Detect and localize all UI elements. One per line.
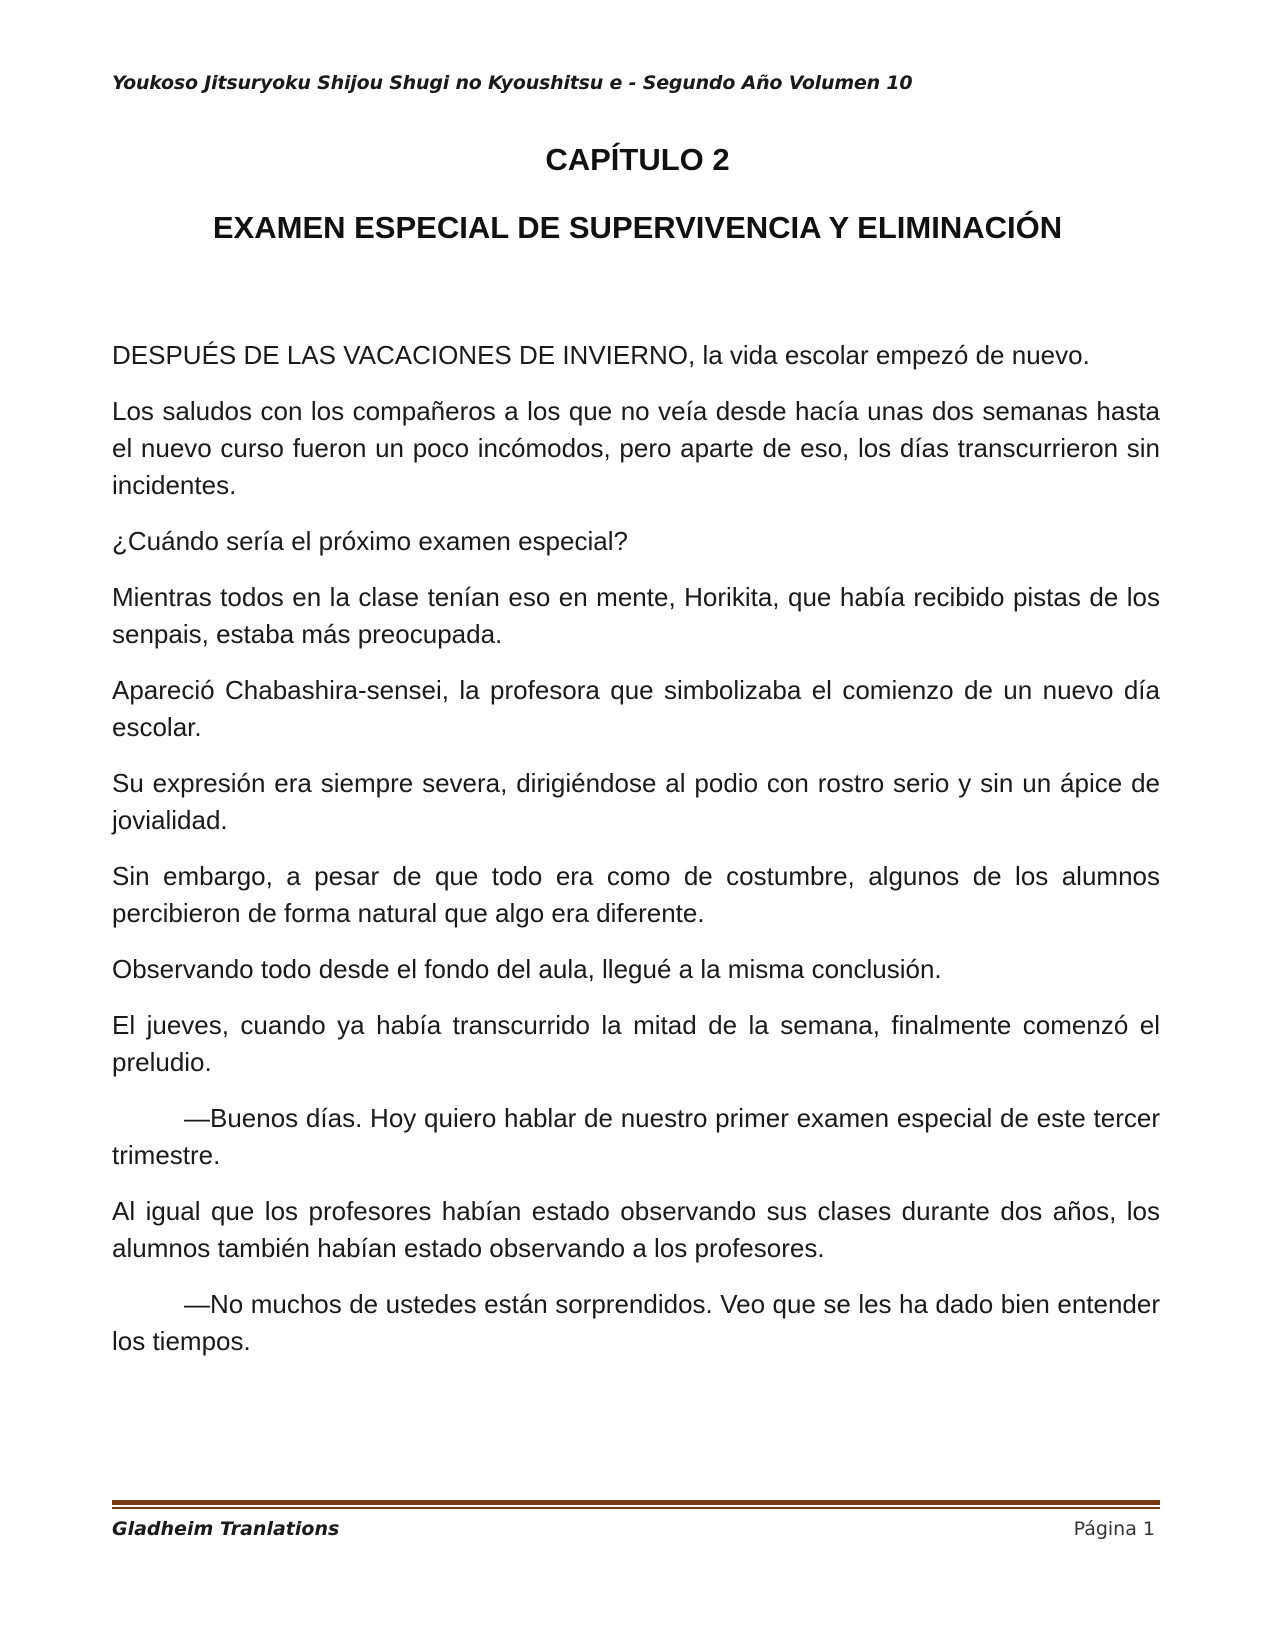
paragraph: Mientras todos en la clase tenían eso en mente, Horikita, que había recibido pistas de los senpais, estaba más preocupada. bbox=[112, 582, 1160, 649]
paragraph: Observando todo desde el fondo del aula, llegué a la misma conclusión. bbox=[112, 954, 942, 984]
paragraph: Al igual que los profesores habían estado observando sus clases durante dos años, los alumnos también habían estado observando a los profesores. bbox=[112, 1196, 1160, 1263]
paragraph: Los saludos con los compañeros a los que no veía desde hacía unas dos semanas hasta el nuevo curso fueron un poco incómodos, pero aparte de eso, los días transcurrieron sin incidentes. bbox=[112, 396, 1160, 500]
footer-divider bbox=[112, 1500, 1160, 1509]
chapter-number: CAPÍTULO 2 bbox=[545, 142, 730, 177]
paragraph: Su expresión era siempre severa, dirigiéndose al podio con rostro serio y sin un ápice de jovialidad. bbox=[112, 768, 1160, 835]
dialogue-paragraph: —No muchos de ustedes están sorprendidos. Veo que se les ha dado bien entender los tiempos. bbox=[112, 1289, 1160, 1356]
paragraph: ¿Cuándo sería el próximo examen especial? bbox=[112, 526, 628, 556]
page-number: Página 1 bbox=[1073, 1518, 1155, 1540]
footer-translator: Gladheim Tranlations bbox=[112, 1518, 340, 1540]
footer-divider-thin bbox=[112, 1507, 1160, 1509]
footer-divider-thick bbox=[112, 1500, 1160, 1505]
running-header: Youkoso Jitsuryoku Shijou Shugi no Kyoushitsu e - Segundo Año Volumen 10 bbox=[112, 72, 913, 94]
paragraph: Apareció Chabashira-sensei, la profesora que simbolizaba el comienzo de un nuevo día escolar. bbox=[112, 675, 1160, 742]
chapter-title: EXAMEN ESPECIAL DE SUPERVIVENCIA Y ELIMINACIÓN bbox=[212, 210, 1063, 245]
paragraph: DESPUÉS DE LAS VACACIONES DE INVIERNO, la vida escolar empezó de nuevo. bbox=[112, 340, 1090, 370]
dialogue-paragraph: —Buenos días. Hoy quiero hablar de nuestro primer examen especial de este tercer trimestre. bbox=[112, 1103, 1160, 1170]
paragraph: El jueves, cuando ya había transcurrido la mitad de la semana, finalmente comenzó el preludio. bbox=[112, 1010, 1160, 1077]
body-text bbox=[112, 337, 1160, 1379]
paragraph: Sin embargo, a pesar de que todo era como de costumbre, algunos de los alumnos percibieron de forma natural que algo era diferente. bbox=[112, 861, 1160, 928]
